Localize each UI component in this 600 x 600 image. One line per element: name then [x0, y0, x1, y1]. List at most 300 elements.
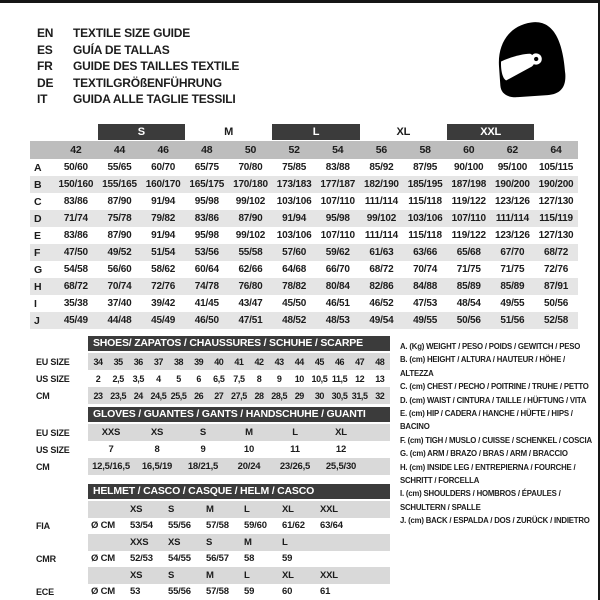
- size-number: 44: [113, 144, 126, 156]
- row-label: EU SIZE: [36, 356, 70, 367]
- table-cell: 50/56: [456, 315, 481, 326]
- language-code: ES: [37, 42, 53, 57]
- table-cell: 61: [320, 586, 331, 598]
- language-row: [37, 25, 239, 42]
- table-cell: 42: [254, 356, 264, 367]
- table-cell: 67/70: [500, 247, 525, 258]
- helmet-size-label: XL: [282, 503, 294, 515]
- table-cell: 58: [244, 553, 255, 565]
- table-cell: 78/82: [282, 281, 307, 292]
- table-cell: 47/53: [413, 298, 438, 309]
- helmet-size-label: M: [244, 536, 252, 548]
- table-cell: 111/114: [364, 196, 398, 207]
- table-cell: 26: [194, 390, 204, 401]
- table-cell: 95/98: [194, 196, 219, 207]
- table-cell: 49/52: [107, 247, 132, 258]
- table-cell: 60: [282, 586, 293, 598]
- table-cell: 107/110: [320, 230, 355, 241]
- gloves-row: [30, 424, 390, 441]
- table-cell: 119/122: [451, 230, 486, 241]
- table-cell: 83/86: [194, 213, 219, 224]
- gloves-rows: [30, 424, 390, 475]
- helmet-icon: [489, 11, 569, 108]
- table-cell: 3,5: [132, 373, 144, 384]
- table-cell: 46/51: [325, 298, 350, 309]
- table-cell: 111/114: [364, 230, 398, 241]
- table-cell: 177/187: [320, 179, 356, 190]
- table-cell: 185/195: [407, 179, 443, 190]
- table-row: [30, 261, 578, 278]
- table-cell: 64/68: [282, 264, 307, 275]
- table-cell: 11: [290, 444, 300, 455]
- table-cell: 55/56: [168, 586, 191, 598]
- legend-entry: C. (cm) CHEST / PECHO / POITRINE / TRUHE / PETTO: [400, 382, 589, 392]
- table-cell: 10: [243, 444, 255, 455]
- row-letter: E: [34, 229, 41, 242]
- helmet-cm-values: [88, 584, 390, 600]
- gloves-table: [30, 407, 390, 475]
- size-group-label: M: [224, 126, 234, 138]
- shoes-row: [30, 370, 390, 387]
- table-cell: 119/122: [451, 196, 486, 207]
- table-cell: 59/60: [244, 520, 267, 532]
- table-cell: 10: [294, 373, 304, 384]
- table-cell: 39: [194, 356, 204, 367]
- table-cell: S: [199, 427, 207, 438]
- size-number: 62: [506, 144, 519, 156]
- table-row: [30, 295, 578, 312]
- helmet-size-values: [88, 567, 390, 584]
- table-cell: 57/60: [282, 247, 307, 258]
- table-cell: 190/200: [538, 179, 574, 190]
- table-cell: 56/57: [206, 553, 229, 565]
- table-cell: 44: [294, 356, 304, 367]
- table-cell: 155/165: [102, 179, 137, 190]
- table-cell: 82/86: [369, 281, 394, 292]
- table-cell: 27,5: [230, 390, 247, 401]
- table-cell: 23,5: [110, 390, 127, 401]
- table-cell: 8: [256, 373, 262, 384]
- table-cell: 87/95: [413, 162, 438, 173]
- language-code: DE: [37, 75, 54, 90]
- table-cell: 36: [133, 356, 143, 367]
- table-cell: 7: [108, 444, 114, 455]
- table-cell: 30,5: [331, 390, 348, 401]
- table-cell: 87/90: [107, 196, 132, 207]
- table-cell: 70/74: [413, 264, 438, 275]
- table-cell: 41/45: [194, 298, 219, 309]
- gloves-table-title: GLOVES / GUANTES / GANTS / HANDSCHUHE / GUANTI: [88, 407, 390, 422]
- table-cell: 48/53: [325, 315, 350, 326]
- size-number: 58: [419, 144, 431, 156]
- table-cell: 90/100: [454, 162, 484, 173]
- helmet-size-label: S: [206, 536, 213, 548]
- helmet-table-title: HELMET / CASCO / CASQUE / HELM / CASCO: [88, 484, 390, 499]
- helmet-standard-group: [30, 534, 390, 567]
- table-cell: 103/106: [407, 213, 443, 224]
- table-cell: 49/54: [369, 315, 394, 326]
- shoes-row-values: [88, 387, 390, 404]
- shoes-row: [30, 353, 390, 370]
- table-cell: 54/58: [63, 264, 88, 275]
- table-cell: 68/72: [544, 247, 569, 258]
- language-title-list: [37, 25, 239, 108]
- size-group-label: S: [98, 124, 185, 140]
- table-cell: 41: [234, 356, 244, 367]
- table-cell: 55/58: [238, 247, 263, 258]
- table-cell: 57/58: [206, 520, 229, 532]
- legend-entry: D. (cm) WAIST / CINTURA / TAILLE / HÜFTUNG / VITA: [400, 395, 587, 405]
- shoes-rows: [30, 353, 390, 404]
- table-cell: 32: [375, 390, 385, 401]
- helmet-size-label: XXL: [320, 503, 338, 515]
- table-cell: 35: [113, 356, 123, 367]
- table-cell: 123/126: [495, 230, 530, 241]
- table-cell: 76/80: [238, 281, 263, 292]
- table-row: [30, 227, 578, 244]
- size-group-row: [30, 124, 578, 140]
- guide-title: TEXTILE SIZE GUIDE: [73, 26, 191, 41]
- standard-label: FIA: [36, 520, 50, 531]
- row-letter: H: [34, 280, 42, 293]
- shoes-row: [30, 387, 390, 404]
- shoes-row-values: [88, 353, 390, 370]
- table-row: [30, 312, 578, 329]
- table-cell: 55/65: [107, 162, 132, 173]
- table-cell: 16,5/19: [141, 461, 173, 472]
- table-cell: 2,5: [112, 373, 124, 384]
- table-cell: 35/38: [63, 298, 88, 309]
- table-cell: 68/72: [369, 264, 394, 275]
- size-number: 46: [157, 144, 169, 156]
- helmet-size-row: [30, 534, 390, 551]
- table-cell: 187/198: [451, 179, 487, 190]
- table-cell: 18/21,5: [187, 461, 219, 472]
- table-cell: 111/114: [495, 213, 529, 224]
- table-cell: 79/82: [151, 213, 176, 224]
- helmet-value-row: [30, 518, 390, 535]
- table-cell: 45/49: [63, 315, 88, 326]
- table-cell: 95/100: [497, 162, 528, 173]
- legend-entry: A. (Kg) WEIGHT / PESO / POIDS / GEWITCH / PESO: [400, 342, 581, 351]
- table-cell: 105/115: [538, 162, 574, 173]
- table-cell: 47: [355, 356, 365, 367]
- table-cell: 59: [244, 586, 255, 598]
- diameter-cm-label: Ø CM: [91, 586, 116, 598]
- row-letter: G: [34, 263, 42, 276]
- shoes-row-values: [88, 370, 390, 387]
- table-cell: 25,5: [170, 390, 187, 401]
- table-cell: 85/89: [456, 281, 481, 292]
- row-label: EU SIZE: [36, 427, 70, 438]
- helmet-size-label: XS: [168, 536, 181, 548]
- table-cell: 57/58: [206, 586, 229, 598]
- table-cell: 47/50: [63, 247, 88, 258]
- table-cell: 91/94: [151, 196, 176, 207]
- table-cell: 48/54: [456, 298, 481, 309]
- table-cell: 107/110: [320, 196, 355, 207]
- table-cell: 65/75: [194, 162, 219, 173]
- table-cell: 27: [214, 390, 224, 401]
- table-cell: 28,5: [271, 390, 288, 401]
- helmet-cm-values: [88, 551, 390, 568]
- gloves-row-values: [88, 424, 390, 441]
- table-cell: XXS: [101, 427, 121, 438]
- helmet-size-label: L: [244, 503, 250, 515]
- helmet-size-values: [88, 501, 390, 518]
- gloves-row: [30, 458, 390, 475]
- legend-entry: B. (cm) HEIGHT / ALTURA / HAUTEUR / HÖHE / ALTEZZA: [400, 355, 566, 378]
- table-cell: 160/170: [145, 179, 181, 190]
- table-cell: 53/54: [130, 520, 153, 532]
- row-label: US SIZE: [36, 373, 70, 384]
- table-cell: 31,5: [351, 390, 368, 401]
- table-cell: XS: [150, 427, 164, 438]
- table-cell: 49/55: [500, 298, 525, 309]
- helmet-size-label: XL: [282, 569, 294, 581]
- table-cell: 34: [93, 356, 103, 367]
- table-cell: 75/78: [107, 213, 132, 224]
- standard-label: CMR: [36, 553, 56, 564]
- table-cell: 4: [156, 373, 161, 384]
- legend-entry: H. (cm) INSIDE LEG / ENTREPIERNA / FOURCHE / SCHRITT / FORCELLA: [400, 462, 576, 486]
- table-cell: 85/92: [369, 162, 394, 173]
- table-cell: 72/76: [151, 281, 176, 292]
- table-cell: 87/90: [238, 213, 263, 224]
- helmet-value-row: [30, 584, 390, 600]
- language-code: IT: [37, 92, 48, 107]
- language-row: [37, 58, 239, 75]
- helmet-size-label: S: [168, 503, 175, 515]
- table-cell: 59/62: [325, 247, 350, 258]
- table-cell: 8: [154, 444, 160, 455]
- table-cell: 24: [133, 390, 143, 401]
- table-cell: 68/72: [63, 281, 88, 292]
- standard-label: ECE: [36, 586, 54, 597]
- diameter-cm-label: Ø CM: [91, 553, 116, 565]
- table-cell: 60/64: [194, 264, 219, 275]
- table-cell: 71/75: [456, 264, 481, 275]
- language-row: [37, 75, 239, 92]
- table-cell: 12,5/16,5: [92, 461, 130, 472]
- table-cell: 23/26,5: [279, 461, 311, 472]
- shoes-table-title: SHOES/ ZAPATOS / CHAUSSURES / SCHUHE / SCARPE: [88, 336, 390, 351]
- table-row: [30, 159, 578, 176]
- row-letter: C: [34, 195, 42, 208]
- table-cell: 65/68: [456, 247, 481, 258]
- table-row: [30, 210, 578, 227]
- table-cell: 91/94: [151, 230, 176, 241]
- table-cell: 71/74: [63, 213, 88, 224]
- table-cell: 51/54: [151, 247, 176, 258]
- table-cell: 56/60: [107, 264, 132, 275]
- table-cell: 51/56: [500, 315, 525, 326]
- helmet-size-label: XS: [130, 503, 143, 515]
- table-cell: 103/106: [276, 230, 312, 241]
- table-cell: 99/102: [235, 230, 266, 241]
- shoes-table: [30, 336, 390, 404]
- table-cell: 7,5: [233, 373, 245, 384]
- table-cell: 46/52: [369, 298, 394, 309]
- helmet-standard-group: [30, 501, 390, 534]
- table-cell: 71/75: [500, 264, 525, 275]
- table-cell: 91/94: [282, 213, 307, 224]
- gloves-row: [30, 441, 390, 458]
- table-cell: 54/55: [168, 553, 191, 565]
- table-cell: 83/86: [63, 230, 88, 241]
- row-letter: J: [34, 314, 40, 327]
- table-cell: 123/126: [495, 196, 530, 207]
- guide-title: GUÍA DE TALLAS: [73, 42, 170, 57]
- gloves-row-values: [88, 458, 390, 475]
- table-cell: 29: [294, 390, 304, 401]
- guide-title: GUIDA ALLE TAGLIE TESSILI: [73, 92, 236, 107]
- gloves-row-values: [88, 441, 390, 458]
- size-group-label: XXL: [447, 124, 534, 140]
- table-cell: 46/50: [194, 315, 219, 326]
- table-cell: 85/89: [500, 281, 525, 292]
- table-cell: 173/183: [276, 179, 312, 190]
- table-cell: 84/88: [413, 281, 438, 292]
- table-cell: 72/76: [544, 264, 569, 275]
- table-cell: 2: [95, 373, 101, 384]
- table-cell: 62/66: [238, 264, 263, 275]
- row-label: CM: [36, 390, 50, 401]
- table-cell: 43/47: [238, 298, 263, 309]
- helmet-size-label: L: [282, 536, 288, 548]
- language-row: [37, 91, 239, 108]
- table-cell: 43: [274, 356, 284, 367]
- helmet-size-row: [30, 501, 390, 518]
- helmet-table: [30, 484, 390, 600]
- table-cell: 45/49: [151, 315, 176, 326]
- table-cell: 52/58: [544, 315, 569, 326]
- size-group-label: L: [272, 124, 359, 140]
- table-cell: 50/56: [544, 298, 569, 309]
- table-cell: 47/51: [238, 315, 263, 326]
- table-cell: 165/175: [189, 179, 225, 190]
- size-number: 56: [375, 144, 388, 156]
- helmet-size-values: [88, 534, 390, 551]
- size-number: 60: [463, 144, 475, 156]
- helmet-size-label: M: [206, 569, 214, 581]
- helmet-size-label: XXL: [320, 569, 338, 581]
- helmet-standard-group: [30, 567, 390, 600]
- table-cell: 70/80: [238, 162, 263, 173]
- table-cell: 99/102: [235, 196, 266, 207]
- legend-entry: I. (cm) SHOULDERS / HOMBROS / ÉPAULES / SCHULTERN / SPALLE: [400, 489, 561, 512]
- table-cell: 48: [375, 356, 385, 367]
- table-cell: 55/56: [168, 520, 191, 532]
- helmet-size-row: [30, 567, 390, 584]
- table-cell: L: [292, 427, 298, 438]
- table-row: [30, 278, 578, 295]
- table-cell: 37: [153, 356, 164, 367]
- table-cell: 12: [355, 373, 365, 384]
- table-cell: 25,5/30: [325, 461, 357, 472]
- table-cell: 58/62: [151, 264, 176, 275]
- table-cell: XL: [335, 427, 347, 438]
- textile-size-table: [30, 124, 578, 329]
- table-cell: 150/160: [58, 179, 94, 190]
- language-row: [37, 42, 239, 59]
- table-cell: 170/180: [233, 179, 268, 190]
- table-cell: 60/70: [151, 162, 176, 173]
- table-cell: 115/118: [408, 196, 442, 207]
- table-cell: 12: [335, 444, 347, 455]
- table-cell: 9: [276, 373, 282, 384]
- table-cell: 48/52: [282, 315, 307, 326]
- table-row: [30, 244, 578, 261]
- table-row: [30, 193, 578, 210]
- legend-entry: E. (cm) HIP / CADERA / HANCHE / HÜFTE / HIPS / BACINO: [400, 409, 573, 432]
- helmet-size-label: M: [206, 503, 214, 515]
- measurement-rows: [30, 159, 578, 329]
- table-cell: 30: [314, 390, 325, 401]
- row-letter: I: [34, 297, 37, 310]
- table-cell: 44/48: [107, 315, 132, 326]
- helmet-size-label: L: [244, 569, 250, 581]
- table-cell: 80/84: [325, 281, 350, 292]
- size-number: 50: [244, 144, 257, 156]
- table-cell: 182/190: [364, 179, 399, 190]
- size-number: 64: [550, 144, 562, 156]
- table-cell: 95/98: [325, 213, 350, 224]
- table-cell: 63/66: [413, 247, 438, 258]
- table-cell: 83/88: [325, 162, 350, 173]
- table-cell: 40: [214, 356, 224, 367]
- table-cell: 50/60: [63, 162, 88, 173]
- size-number-row: [30, 141, 578, 159]
- guide-title: GUIDE DES TAILLES TEXTILE: [73, 59, 240, 74]
- table-cell: 13: [375, 373, 385, 384]
- table-cell: 11,5: [331, 373, 348, 384]
- table-cell: 115/118: [408, 230, 442, 241]
- helmet-value-row: [30, 551, 390, 568]
- table-cell: 45/50: [282, 298, 307, 309]
- table-cell: 53: [130, 586, 141, 598]
- row-letter: D: [34, 212, 42, 225]
- table-cell: 99/102: [366, 213, 397, 224]
- legend-entry: J. (cm) BACK / ESPALDA / DOS / ZURÜCK / INDIETRO: [400, 516, 590, 526]
- row-letter: F: [34, 246, 41, 259]
- helmet-size-label: S: [168, 569, 175, 581]
- guide-title: TEXTILGRÖßENFÜHRUNG: [73, 75, 222, 90]
- table-cell: 61/63: [369, 247, 394, 258]
- table-cell: 20/24: [237, 461, 261, 472]
- size-number: 48: [201, 144, 213, 156]
- table-cell: 66/70: [325, 264, 350, 275]
- row-label: US SIZE: [36, 444, 70, 455]
- table-cell: 24,5: [150, 390, 167, 401]
- table-cell: 49/55: [413, 315, 438, 326]
- legend-entry: G. (cm) ARM / BRAZO / BRAS / ARM / BRACCIO: [400, 449, 568, 459]
- table-cell: 59: [282, 553, 293, 565]
- table-cell: 87/91: [544, 281, 569, 292]
- table-cell: 75/85: [282, 162, 307, 173]
- helmet-cm-values: [88, 518, 390, 535]
- table-cell: 61/62: [282, 520, 305, 532]
- size-number: 52: [288, 144, 300, 156]
- helmet-groups: [30, 501, 390, 600]
- table-cell: 87/90: [107, 230, 132, 241]
- diameter-cm-label: Ø CM: [91, 520, 116, 532]
- table-cell: 70/74: [107, 281, 132, 292]
- table-cell: 38: [173, 356, 184, 367]
- table-cell: 103/106: [276, 196, 312, 207]
- table-cell: 45: [314, 356, 325, 367]
- table-cell: 53/56: [194, 247, 219, 258]
